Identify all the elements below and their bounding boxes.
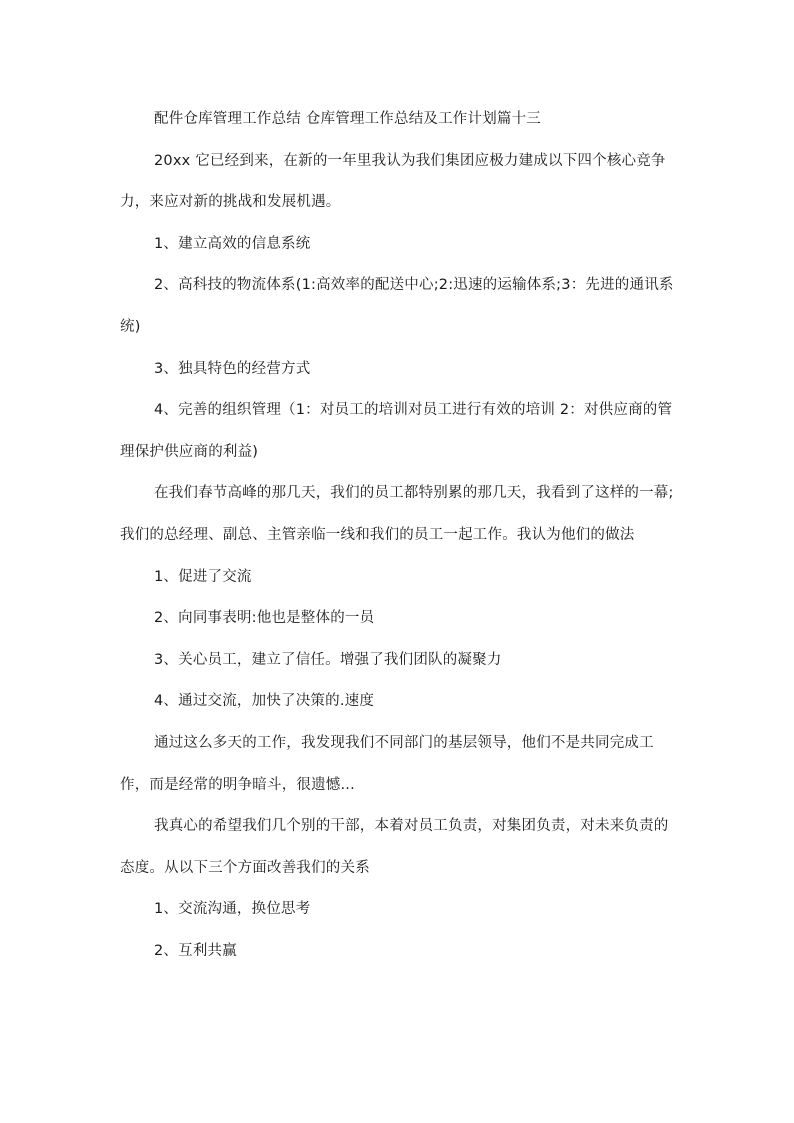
list-item: 4、通过交流，加快了决策的.速度 [154, 693, 375, 710]
document-body [120, 99, 676, 972]
list-item: 4、完善的组织管理（1：对员工的培训对员工进行有效的培训 2：对供应商的管理保护供应商的利益) [120, 402, 673, 460]
paragraph-hope: 我真心的希望我们几个别的干部，本着对员工负责，对集团负责，对未来负责的态度。从以下三个方面改善我们的关系 [120, 818, 669, 876]
list-item: 2、互利共赢 [154, 942, 237, 959]
list-item: 2、高科技的物流体系(1:高效率的配送中心;2:迅速的运输体系;3：先进的通讯系统) [120, 277, 674, 335]
list-item: 1、建立高效的信息系统 [154, 235, 311, 252]
list-item: 1、促进了交流 [154, 568, 252, 585]
paragraph-finding: 通过这么多天的工作，我发现我们不同部门的基层领导，他们不是共同完成工作，而是经常的明争暗斗，很遗憾... [120, 734, 654, 793]
list-item: 1、交流沟通，换位思考 [154, 901, 311, 918]
list-item: 2、向同事表明:他也是整体的一员 [154, 610, 375, 627]
list-item: 3、关心员工，建立了信任。增强了我们团队的凝聚力 [154, 651, 502, 668]
paragraph-intro: 20xx 它已经到来，在新的一年里我认为我们集团应极力建成以下四个核心竞争力，来应对新的挑战和发展机遇。 [120, 152, 666, 211]
paragraph-observation: 在我们春节高峰的那几天，我们的员工都特别累的那几天，我看到了这样的一幕;我们的总经理、副总、主管亲临一线和我们的员工一起工作。我认为他们的做法 [120, 485, 674, 543]
list-item: 3、独具特色的经营方式 [154, 360, 311, 377]
document-title: 配件仓库管理工作总结 仓库管理工作总结及工作计划篇十三 [154, 111, 542, 127]
